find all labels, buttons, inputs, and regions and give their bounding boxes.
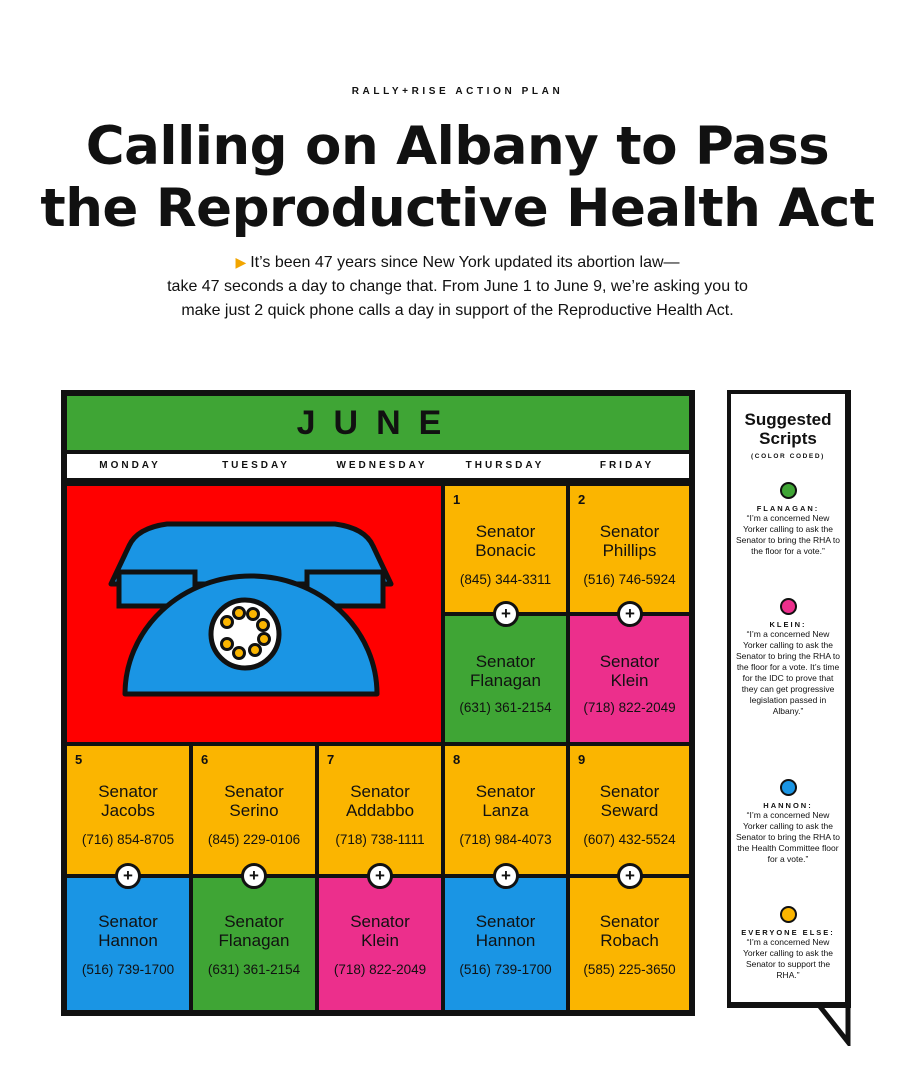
senator-name: Jacobs	[101, 801, 155, 820]
june-calendar	[61, 390, 695, 1016]
day-5-second-call	[67, 878, 189, 1010]
plus-icon: +	[367, 863, 393, 889]
day-8-second-call	[445, 878, 566, 1010]
script-text: “I’m a concerned New Yorker calling to ask the Senator to support the RHA.”	[743, 937, 833, 980]
month-header	[67, 396, 689, 450]
script-klein	[731, 598, 845, 717]
day-9-first-call	[570, 746, 689, 874]
day-2-first-call	[570, 486, 689, 612]
senator-title: Senator	[599, 522, 660, 541]
plus-icon: +	[617, 601, 643, 627]
senator-name: Seward	[600, 801, 659, 820]
plus-icon: +	[241, 863, 267, 889]
day-1-first-call	[445, 486, 566, 612]
day-7-first-call	[319, 746, 441, 874]
phone-number: (845) 344-3311	[459, 572, 552, 587]
phone-number: (585) 225-3650	[583, 962, 676, 977]
phone-number: (718) 738-1111	[335, 832, 425, 847]
senator-title: Senator	[350, 912, 410, 931]
day-9-second-call	[570, 878, 689, 1010]
senator-title: Senator	[475, 652, 536, 671]
date-number: 2	[578, 492, 586, 507]
intro-line-3: make just 2 quick phone calls a day in support of the Reproductive Health Act.	[181, 302, 734, 319]
phone-number: (631) 361-2154	[459, 700, 552, 715]
month-name: JUNE	[296, 404, 460, 442]
yellow-dot-icon	[780, 906, 797, 923]
day-5-first-call	[67, 746, 189, 874]
day-6-first-call	[193, 746, 315, 874]
phone-number: (516) 739-1700	[459, 962, 552, 977]
senator-name: Serino	[229, 801, 279, 820]
senator-name: Addabbo	[345, 801, 415, 820]
sidebar-subtitle: (COLOR CODED)	[751, 453, 825, 460]
senator-name: Hannon	[98, 931, 158, 950]
headline-line-2: the Reproductive Health Act	[40, 178, 875, 239]
senator-name: Klein	[361, 931, 399, 950]
senator-title: Senator	[475, 522, 536, 541]
senator-title: Senator	[224, 782, 284, 801]
senator-title: Senator	[350, 782, 410, 801]
plus-icon: +	[115, 863, 141, 889]
day-7-second-call	[319, 878, 441, 1010]
weekday-monday: MONDAY	[99, 460, 161, 471]
senator-name: Bonacic	[475, 541, 536, 560]
date-number: 6	[201, 752, 209, 767]
plus-icon: +	[493, 601, 519, 627]
script-name: HANNON:	[763, 801, 813, 810]
senator-title: Senator	[475, 912, 536, 931]
senator-name: Robach	[600, 931, 659, 950]
page-title	[0, 116, 915, 240]
intro-line-2: take 47 seconds a day to change that. From June 1 to June 9, we’re asking you to	[167, 278, 748, 295]
senator-name: Klein	[610, 671, 649, 690]
senator-title: Senator	[599, 912, 660, 931]
senator-title: Senator	[224, 912, 284, 931]
weekday-wednesday: WEDNESDAY	[336, 460, 428, 471]
play-triangle-icon: ▶	[235, 254, 247, 270]
script-flanagan	[731, 482, 845, 557]
script-name: EVERYONE ELSE:	[741, 928, 835, 937]
phone-number: (631) 361-2154	[207, 962, 301, 977]
script-name: FLANAGAN:	[756, 504, 820, 513]
script-text: “I’m a concerned New Yorker calling to ask the Senator to bring the RHA to the Health Committee floor for a vote.”	[736, 810, 840, 864]
suggested-scripts-sidebar	[727, 390, 851, 1008]
day-8-first-call	[445, 746, 566, 874]
date-number: 7	[327, 752, 335, 767]
rotary-phone-icon	[67, 486, 441, 742]
senator-title: Senator	[475, 782, 536, 801]
sidebar-title-line-1: Suggested	[744, 410, 832, 429]
sidebar-title-line-2: Scripts	[759, 429, 817, 448]
date-number: 8	[453, 752, 461, 767]
senator-name: Phillips	[602, 541, 657, 560]
phone-number: (516) 739-1700	[81, 962, 175, 977]
senator-name: Lanza	[482, 801, 529, 820]
date-number: 1	[453, 492, 461, 507]
phone-number: (718) 822-2049	[583, 700, 676, 715]
intro-line-1: It’s been 47 years since New York updated its abortion law—	[250, 254, 680, 271]
phone-number: (718) 822-2049	[333, 962, 427, 977]
green-dot-icon	[780, 482, 797, 499]
senator-title: Senator	[599, 652, 660, 671]
plus-icon: +	[493, 863, 519, 889]
phone-number: (607) 432-5524	[583, 832, 676, 847]
phone-illustration-panel	[67, 486, 441, 742]
senator-name: Flanagan	[470, 671, 541, 690]
blue-dot-icon	[780, 779, 797, 796]
date-number: 9	[578, 752, 586, 767]
plus-icon: +	[617, 863, 643, 889]
phone-number: (516) 746-5924	[583, 572, 676, 587]
phone-number: (845) 229-0106	[207, 832, 301, 847]
sidebar-title	[731, 410, 845, 448]
phone-number: (718) 984-4073	[459, 832, 552, 847]
senator-name: Flanagan	[218, 931, 290, 950]
senator-title: Senator	[98, 782, 158, 801]
date-number: 5	[75, 752, 83, 767]
script-hannon	[731, 779, 845, 865]
script-everyone-else	[731, 906, 845, 981]
script-text: “I’m a concerned New Yorker calling to ask the Senator to bring the RHA to the floor for a vote. It’s time for the IDC to prove that they can get progressive legislation passed in Albany.”	[736, 629, 840, 716]
day-2-second-call	[570, 616, 689, 742]
phone-number: (716) 854-8705	[81, 832, 175, 847]
senator-title: Senator	[599, 782, 660, 801]
script-text: “I’m a concerned New Yorker calling to ask the Senator to bring the RHA to the floor for a vote.”	[736, 513, 840, 556]
senator-title: Senator	[98, 912, 158, 931]
weekday-header	[67, 454, 689, 478]
weekday-thursday: THURSDAY	[465, 460, 545, 471]
weekday-friday: FRIDAY	[599, 460, 655, 471]
kicker: RALLY+RISE ACTION PLAN	[351, 86, 564, 97]
day-6-second-call	[193, 878, 315, 1010]
pink-dot-icon	[780, 598, 797, 615]
script-name: KLEIN:	[769, 620, 807, 629]
weekday-tuesday: TUESDAY	[222, 460, 290, 471]
headline-line-1: Calling on Albany to Pass	[85, 116, 830, 177]
intro-text	[0, 250, 915, 323]
senator-name: Hannon	[475, 931, 536, 950]
day-1-second-call	[445, 616, 566, 742]
